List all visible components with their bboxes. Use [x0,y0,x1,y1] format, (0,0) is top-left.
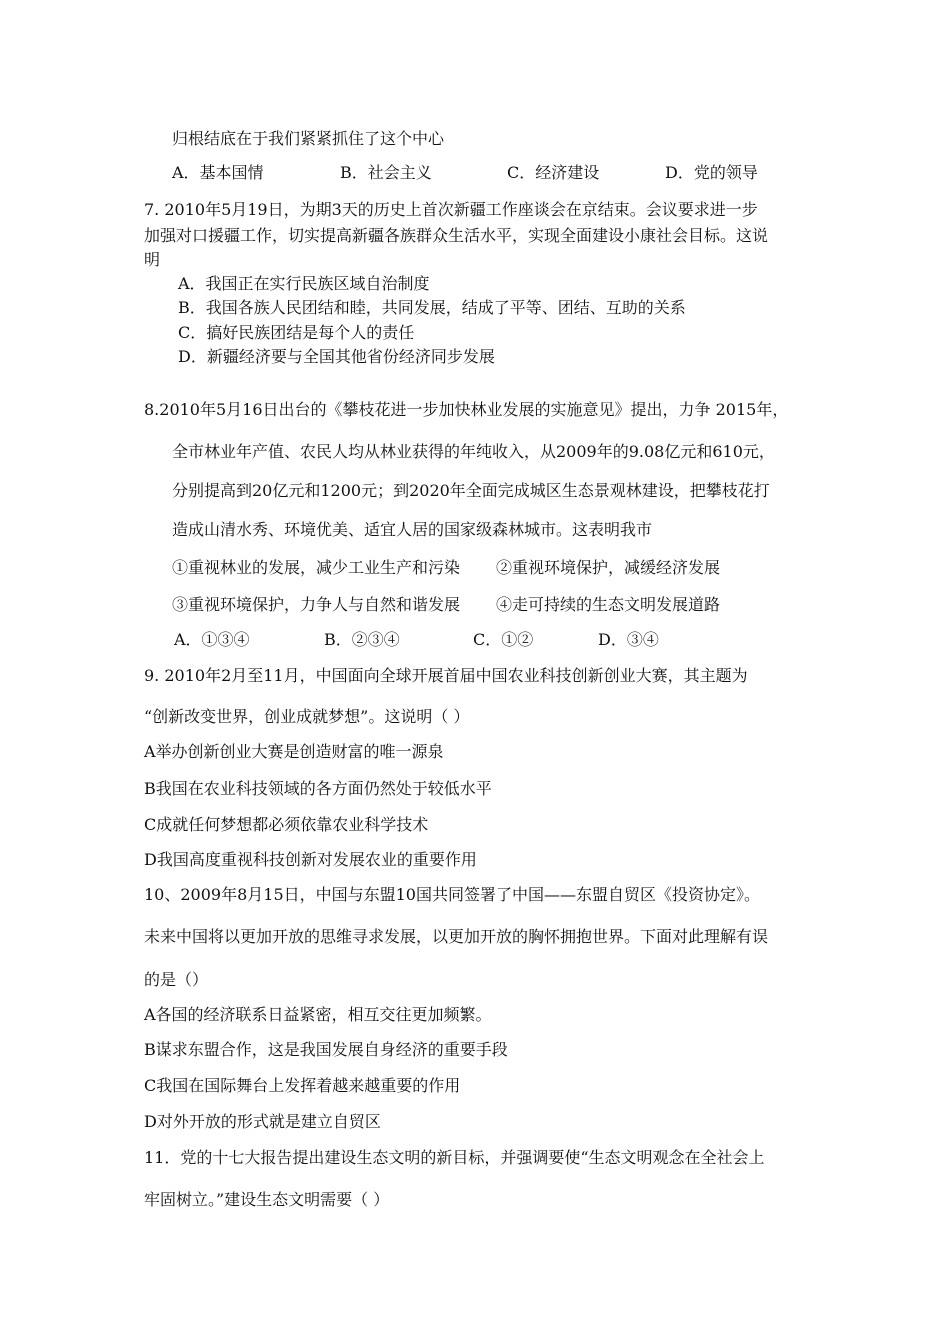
q8-stem-line-2: 全市林业年产值、农民人均从林业获得的年纯收入，从2009年的9.08亿元和610元， [172,442,775,461]
q8-option-d: D．③④ [598,630,659,649]
q10-stem-line-3: 的是（） [144,970,209,989]
q8-stem-line-3: 分别提高到20亿元和1200元；到2020年全面完成城区生态景观林建设，把攀枝花打 [172,481,770,500]
q7-stem-line-3: 明 [144,250,161,269]
q8-statement-1: ①重视林业的发展，减少工业生产和污染 [172,558,461,577]
q7-option-b: B．我国各族人民团结和睦，共同发展，结成了平等、团结、互助的关系 [178,298,686,317]
q6-option-c: C．经济建设 [507,163,600,182]
q9-option-a: A举办创新创业大赛是创造财富的唯一源泉 [144,742,444,761]
q8-stem-line-1: 8.2010年5月16日出台的《攀枝花进一步加快林业发展的实施意见》提出，力争 2015年， [144,400,789,419]
q10-stem-line-2: 未来中国将以更加开放的思维寻求发展，以更加开放的胸怀拥抱世界。下面对此理解有误 [144,927,769,946]
q9-option-b: B我国在农业科技领域的各方面仍然处于较低水平 [144,779,492,798]
q7-option-a: A．我国正在实行民族区域自治制度 [178,274,430,293]
q8-statement-4: ④走可持续的生态文明发展道路 [496,595,721,614]
q10-option-a: A各国的经济联系日益紧密，相互交往更加频繁。 [144,1005,492,1024]
q6-option-b: B．社会主义 [340,163,432,182]
q11-stem-line-1: 11．党的十七大报告提出建设生态文明的新目标，并强调要使“生态文明观念在全社会上 [144,1148,765,1167]
q6-stem-tail: 归根结底在于我们紧紧抓住了这个中心 [172,129,445,148]
q7-stem-line-1: 7. 2010年5月19日，为期3天的历史上首次新疆工作座谈会在京结束。会议要求进一步 [144,200,758,219]
q6-option-a: A．基本国情 [172,163,264,182]
q9-stem-line-1: 9. 2010年2月至11月，中国面向全球开展首届中国农业科技创新创业大赛，其主题为 [144,666,748,685]
q10-option-d: D对外开放的形式就是建立自贸区 [144,1112,381,1131]
q10-option-c: C我国在国际舞台上发挥着越来越重要的作用 [144,1076,461,1095]
q9-option-d: D我国高度重视科技创新对发展农业的重要作用 [144,850,477,869]
q7-stem-line-2: 加强对口援疆工作，切实提高新疆各族群众生活水平，实现全面建设小康社会目标。这说 [144,226,769,245]
q9-stem-line-2: “创新改变世界，创业成就梦想”。这说明（ ） [144,707,470,726]
q11-stem-line-2: 牢固树立。”建设生态文明需要（ ） [144,1190,390,1209]
q8-option-c: C．①② [473,630,534,649]
q7-option-d: D．新疆经济要与全国其他省份经济同步发展 [178,347,495,366]
q9-option-c: C成就任何梦想都必须依靠农业科学技术 [144,815,429,834]
q8-statement-2: ②重视环境保护，减缓经济发展 [496,558,721,577]
q8-stem-line-4: 造成山清水秀、环境优美、适宜人居的国家级森林城市。这表明我市 [172,520,653,539]
q10-option-b: B谋求东盟合作，这是我国发展自身经济的重要手段 [144,1040,508,1059]
q6-option-d: D．党的领导 [665,163,758,182]
q10-stem-line-1: 10、2009年8月15日，中国与东盟10国共同签署了中国——东盟自贸区《投资协定》。 [144,885,760,904]
q8-option-b: B．②③④ [324,630,400,649]
q8-statement-3: ③重视环境保护，力争人与自然和谐发展 [172,595,461,614]
q7-option-c: C．搞好民族团结是每个人的责任 [178,323,415,342]
q8-option-a: A．①③④ [174,630,250,649]
